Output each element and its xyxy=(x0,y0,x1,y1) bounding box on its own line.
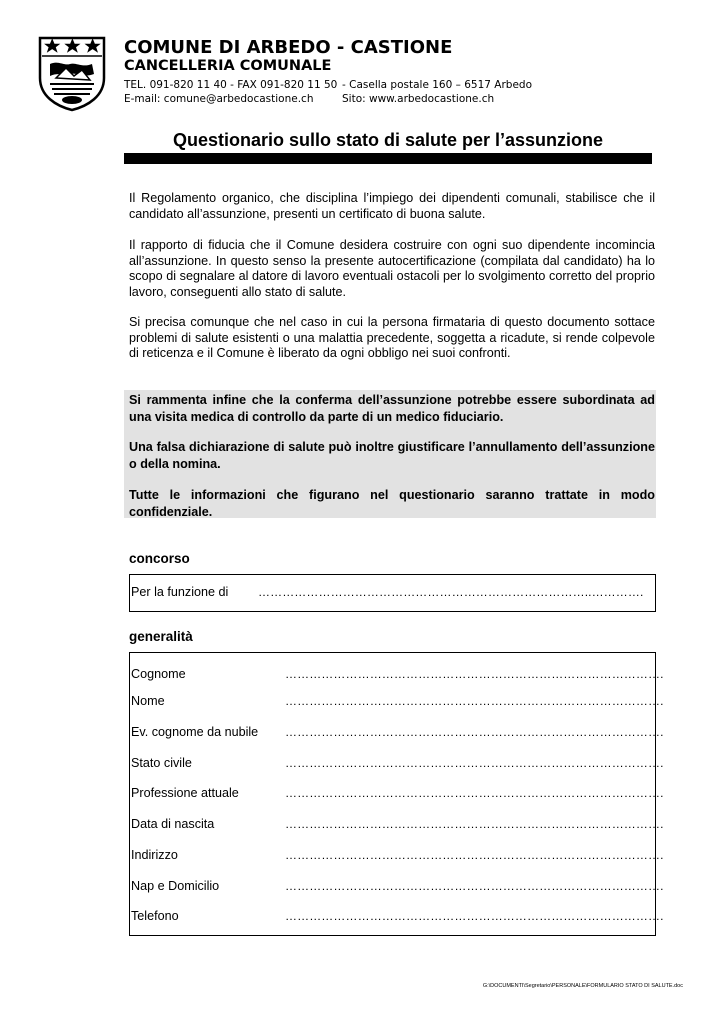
municipality-name: COMUNE DI ARBEDO - CASTIONE xyxy=(124,37,453,58)
field-label: Per la funzione di xyxy=(131,585,229,599)
field-label: Nome xyxy=(131,694,165,708)
field-label: Data di nascita xyxy=(131,817,215,831)
section-heading-concorso: concorso xyxy=(129,551,190,566)
field-label: Indirizzo xyxy=(131,848,178,862)
section-heading-generalita: generalità xyxy=(129,629,193,644)
function-field[interactable]: ………………………………………………………………………..…………. xyxy=(258,585,644,599)
cognome-field[interactable]: …………………………………………………………………………………. xyxy=(285,667,664,681)
notice-paragraph: Si rammenta infine che la conferma dell’assunzione potrebbe essere subordinata ad una visita medica di controllo da parte di un medico fiduciario. xyxy=(129,393,655,424)
field-label: Stato civile xyxy=(131,756,192,770)
birth-date-field[interactable]: …………………………………………………………………………………. xyxy=(285,817,664,831)
intro-paragraph: Il rapporto di fiducia che il Comune desidera costruire con ogni suo dipendente incomincia all’assunzione. In questo senso la presente autocertificazione (compilata dal candidato) ha lo scopo di segnalare al datore di lavoro eventuali ostacoli per lo svolgimento corretto del proprio lavoro, conseguenti allo stato di salute. xyxy=(129,238,655,300)
intro-paragraph: Il Regolamento organico, che disciplina l’impiego dei dipendenti comunali, stabilisce che il candidato all’assunzione, presenti un certificato di buona salute. xyxy=(129,191,655,221)
postal-address: - Casella postale 160 – 6517 Arbedo xyxy=(342,79,532,91)
generalita-box xyxy=(129,652,664,936)
civil-status-field[interactable]: …………………………………………………………………………………. xyxy=(285,756,664,770)
coat-of-arms-logo xyxy=(36,34,108,112)
footer-file-path: G:\DOCUMENTI\Segretario\PERSONALE\FORMULARIO STATO DI SALUTE.doc xyxy=(482,983,683,989)
field-label: Cognome xyxy=(131,667,186,681)
website: Sito: www.arbedocastione.ch xyxy=(342,93,495,105)
profession-field[interactable]: …………………………………………………………………………………. xyxy=(285,786,664,800)
field-label: Nap e Domicilio xyxy=(131,879,220,893)
email-address: E-mail: comune@arbedocastione.ch xyxy=(124,93,314,105)
address-field[interactable]: …………………………………………………………………………………. xyxy=(285,848,664,862)
phone-fax: TEL. 091-820 11 40 - FAX 091-820 11 50 xyxy=(124,79,338,91)
concorso-box xyxy=(129,574,656,612)
title-underline-bar xyxy=(124,153,652,164)
field-label: Professione attuale xyxy=(131,786,239,800)
notice-paragraph: Una falsa dichiarazione di salute può inoltre giustificare l’annullamento dell’assunzione o della nomina. xyxy=(129,440,655,471)
phone-field[interactable]: …………………………………………………………………………………. xyxy=(285,909,664,923)
notice-paragraph: Tutte le informazioni che figurano nel questionario saranno trattate in modo confidenziale. xyxy=(129,488,655,519)
intro-paragraph: Si precisa comunque che nel caso in cui la persona firmataria di questo documento sottace problemi di salute esistenti o una malattia precedente, soggetta a ricadute, si rende colpevole di reticenza e il Comune è liberato da ogni obbligo nei suoi confronti. xyxy=(129,315,655,361)
field-label: Ev. cognome da nubile xyxy=(131,725,259,739)
postcode-domicile-field[interactable]: …………………………………………………………………………………. xyxy=(285,879,664,893)
field-label: Telefono xyxy=(131,909,179,923)
document-title: Questionario sullo stato di salute per l’assunzione xyxy=(172,130,604,150)
maiden-name-field[interactable]: …………………………………………………………………………………. xyxy=(285,725,664,739)
nome-field[interactable]: …………………………………………………………………………………. xyxy=(285,694,664,708)
department-name: CANCELLERIA COMUNALE xyxy=(124,58,332,74)
